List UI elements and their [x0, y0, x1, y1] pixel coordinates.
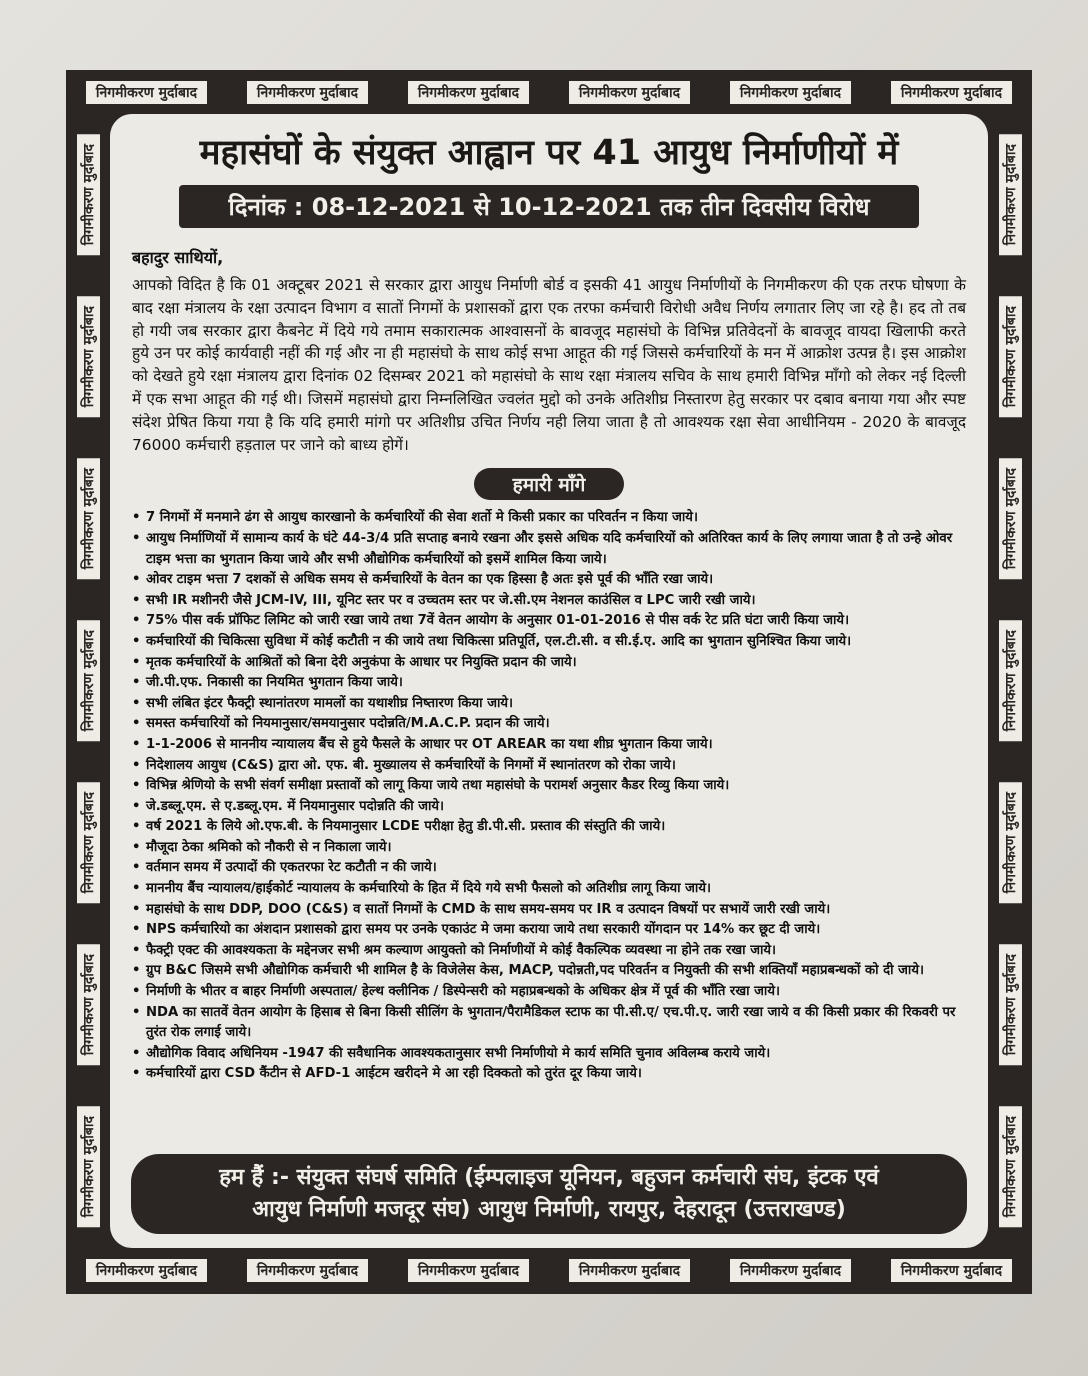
demand-item: • कर्मचारियों द्वारा CSD कैंटीन से AFD-1 आईटम खरीदने मे आ रही दिक्कतो को तुरंत दूर किया जाये।: [132, 1064, 966, 1085]
border-slogan: निगमीकरण मुर्दाबाद: [999, 620, 1022, 741]
border-slogan: निगमीकरण मुर्दाबाद: [730, 81, 851, 104]
demand-item: • NPS कर्मचारियो का अंशदान प्रशासको द्वारा समय पर उनके एकाउंट मे जमा कराया जाये तथा सरकारी योंगदान पर 14% कर छूट दी जाये।: [132, 920, 966, 941]
demand-item: • 7 निगमों में मनमाने ढंग से आयुध कारखानो के कर्मचारियों की सेवा शर्तो मे किसी प्रकार का परिवर्तन न किया जाये।: [132, 508, 966, 529]
demands-heading: हमारी माँगे: [474, 468, 624, 500]
border-slogan: निगमीकरण मुर्दाबाद: [86, 81, 207, 104]
demand-item: • औद्योगिक विवाद अधिनियम -1947 की सवैधानिक आवश्यकतानुसार सभी निर्माणीयो मे कार्य समिति चुनाव अविलम्ब कराये जाये।: [132, 1044, 966, 1065]
border-slogan: निगमीकरण मुर्दाबाद: [891, 1259, 1012, 1282]
border-slogan: निगमीकरण मुर्दाबाद: [247, 1259, 368, 1282]
footer-line-2: आयुध निर्माणी मजदूर संघ) आयुध निर्माणी, रायपुर, देहरादून (उत्तराखण्ड): [252, 1197, 846, 1222]
demands-list: [132, 508, 966, 1085]
demand-item: • आयुध निर्माणियों में सामान्य कार्य के घंटे 44-3/4 प्रति सप्ताह बनाये रखना और इससे अधिक यदि कर्मचारियों को अतिरिक्त कार्य के लिए लगाया जाता है तो उन्हे ओवर टाइम भत्ता का भुगतान किया जाये और सभी औद्योगिक कर्मचारियों को इसमें शामिल किया जाये।: [132, 529, 966, 570]
top-slogan-strip: [66, 70, 1032, 114]
border-slogan: निगमीकरण मुर्दाबाद: [999, 1106, 1022, 1227]
demand-item: • फैक्ट्री एक्ट की आवश्यकता के मद्देनजर सभी श्रम कल्याण आयुक्तो को निर्माणीयों मे कोई वैकल्पिक व्यवस्था ना होने तक रखा जाये।: [132, 941, 966, 962]
border-slogan: निगमीकरण मुर्दाबाद: [999, 296, 1022, 417]
left-slogan-strip: [66, 114, 110, 1248]
demand-item: • मौजूदा ठेका श्रमिको को नौकरी से न निकाला जाये।: [132, 838, 966, 859]
border-slogan: निगमीकरण मुर्दाबाद: [77, 782, 100, 903]
border-slogan: निगमीकरण मुर्दाबाद: [86, 1259, 207, 1282]
demand-item: • NDA का सातवें वेतन आयोग के हिसाब से बिना किसी सीलिंग के भुगतान/पैरामैडिकल स्टाफ का पी.सी.ए/ एच.पी.ए. जारी रखा जाये व की किसी प्रकार की रिकवरी पर तुरंत रोक लगाई जाये।: [132, 1003, 966, 1044]
border-slogan: निगमीकरण मुर्दाबाद: [999, 782, 1022, 903]
demand-item: • विभिन्न श्रेणियो के सभी संवर्ग समीक्षा प्रस्तावों को लागू किया जाये तथा महासंघो के परामर्श अनुसार कैडर रिव्यु किया जाये।: [132, 776, 966, 797]
border-slogan: निगमीकरण मुर्दाबाद: [999, 944, 1022, 1065]
demand-item: • वर्ष 2021 के लिये ओ.एफ.बी. के नियमानुसार LCDE परीक्षा हेतु डी.पी.सी. प्रस्ताव की संस्तुति की जाये।: [132, 817, 966, 838]
bottom-slogan-strip: [66, 1248, 1032, 1292]
demand-item: • निर्माणी के भीतर व बाहर निर्माणी अस्पताल/ हेल्थ क्लीनिक / डिस्पेन्सरी को महाप्रबन्धको के अधिकर क्षेत्र में पूर्व की भाँति रखा जाये।: [132, 982, 966, 1003]
border-slogan: निगमीकरण मुर्दाबाद: [891, 81, 1012, 104]
demand-item: • सभी लंबित इंटर फैक्ट्री स्थानांतरण मामलों का यथाशीघ्र निष्तारण किया जाये।: [132, 694, 966, 715]
border-slogan: निगमीकरण मुर्दाबाद: [569, 81, 690, 104]
border-slogan: निगमीकरण मुर्दाबाद: [77, 458, 100, 579]
demand-item: • निदेशालय आयुध (C&S) द्वारा ओ. एफ. बी. मुख्यालय से कर्मचारियों के निगमों में स्थानांतरण को रोका जाये।: [132, 756, 966, 777]
poster-title: महासंघों के संयुक्त आह्वान पर 41 आयुध निर्माणीयों में: [199, 133, 899, 173]
border-slogan: निगमीकरण मुर्दाबाद: [408, 81, 529, 104]
demand-item: • 1-1-2006 से माननीय न्यायालय बैंच से हुये फैसले के आधार पर OT AREAR का यथा शीघ्र भुगतान किया जाये।: [132, 735, 966, 756]
demand-item: • जी.पी.एफ. निकासी का नियमित भुगतान किया जाये।: [132, 673, 966, 694]
border-slogan: निगमीकरण मुर्दाबाद: [999, 458, 1022, 579]
border-slogan: निगमीकरण मुर्दाबाद: [77, 944, 100, 1065]
demand-item: • महासंघो के साथ DDP, DOO (C&S) व सातों निगमों के CMD के साथ समय-समय पर IR व उत्पादन विषयों पर सभायें जारी रखी जाये।: [132, 900, 966, 921]
content-panel: [110, 114, 988, 1248]
demand-item: • समस्त कर्मचारियों को नियमानुसार/समयानुसार पदोन्नति/M.A.C.P. प्रदान की जाये।: [132, 714, 966, 735]
demand-item: • जे.डब्लू.एम. से ए.डब्लू.एम. में नियमानुसार पदोन्नति की जाये।: [132, 797, 966, 818]
border-slogan: निगमीकरण मुर्दाबाद: [77, 296, 100, 417]
footer-banner: [131, 1154, 967, 1234]
body-paragraph: आपको विदित है कि 01 अक्टूबर 2021 से सरकार द्वारा आयुध निर्माणी बोर्ड व इसकी 41 आयुध निर्माणीयों के निगमीकरण की एक तरफ घोषणा के बाद रक्षा मंत्रालय के रक्षा उत्पादन विभाग व सातों निगमों के प्रशासकों द्वारा एक तरफा कर्मचारी विरोधी अवैध निर्णय लगातार लिए जा रहे है। हद तो तब हो गयी जब सरकार द्वारा कैबनेट में दिये गये तमाम सकारात्मक आश्वासनों के बावजूद महासंघो के विभिन्न प्रतिवेदनों के बावजूद वायदा खिलाफी करते हुये उन पर कोई कार्यवाही नहीं की गई और ना ही महासंघो के साथ कोई सभा आहूत की गई जिससे कर्मचारियों के मन में आक्रोश उत्पन्न है। इस आक्रोश को देखते हुये रक्षा मंत्रालय द्वारा दिनांक 02 दिसम्बर 2021 को महासंघो के साथ रक्षा मंत्रालय सचिव के साथ हमारी विभिन्न माँगो को लेकर नई दिल्ली में एक सभा आहूत की गई थी। जिसमें महासंघो द्वारा निम्नलिखित ज्वलंत मुद्दो को उनके अतिशीघ्र निस्तारण हेतु सरकार पर दबाव बनाया गया और स्पष्ट संदेश प्रेषित किया गया है कि यदि हमारी मांगो पर अतिशीघ्र उचित निर्णय नही लिया जाता है तो आवश्यक रक्षा सेवा आधीनियम - 2020 के बावजूद 76000 कर्मचारी हड़ताल पर जाने को बाध्य होगें।: [132, 276, 966, 454]
greeting: बहादुर साथियों,: [132, 248, 224, 267]
date-banner: दिनांक : 08-12-2021 से 10-12-2021 तक तीन दिवसीय विरोध: [179, 185, 919, 228]
demand-item: • ग्रुप B&C जिसमे सभी औद्योगिक कर्मचारी भी शामिल है के विजेलेस केस, MACP, पदोन्नती,पद परिवर्तन व नियुक्ती की सभी शक्तियाँ महाप्रबन्धकों को दी जाये।: [132, 961, 966, 982]
border-slogan: निगमीकरण मुर्दाबाद: [730, 1259, 851, 1282]
demand-item: • माननीय बैंच न्यायालय/हाईकोर्ट न्यायालय के कर्मचारियो के हित में दिये गये सभी फैसलो को अतिशीघ्र लागू किया जाये।: [132, 879, 966, 900]
demand-item: • मृतक कर्मचारियों के आश्रितों को बिना देरी अनुकंपा के आधार पर नियुक्ति प्रदान की जाये।: [132, 653, 966, 674]
border-slogan: निगमीकरण मुर्दाबाद: [999, 134, 1022, 255]
border-slogan: निगमीकरण मुर्दाबाद: [247, 81, 368, 104]
border-slogan: निगमीकरण मुर्दाबाद: [408, 1259, 529, 1282]
border-slogan: निगमीकरण मुर्दाबाद: [77, 134, 100, 255]
border-slogan: निगमीकरण मुर्दाबाद: [77, 1106, 100, 1227]
demand-item: • 75% पीस वर्क प्रॉफिट लिमिट को जारी रखा जाये तथा 7वें वेतन आयोग के अनुसार 01-01-2016 से पीस वर्क रेट प्रति घंटा जारी किया जाये।: [132, 611, 966, 632]
demand-item: • वर्तमान समय में उत्पादों की एकतरफा रेट कटौती न की जाये।: [132, 858, 966, 879]
border-slogan: निगमीकरण मुर्दाबाद: [77, 620, 100, 741]
demand-item: • ओवर टाइम भत्ता 7 दशकों से अधिक समय से कर्मचारियों के वेतन का एक हिस्सा है अतः इसे पूर्व की भाँति रखा जाये।: [132, 570, 966, 591]
demand-item: • सभी IR मशीनरी जैसे JCM-IV, III, यूनिट स्तर पर व उच्चतम स्तर पर जे.सी.एम नेशनल काउंसिल व LPC जारी रखी जाये।: [132, 591, 966, 612]
footer-line-1: हम हैं :- संयुक्त संघर्ष समिति (ईम्पलाइज यूनियन, बहुजन कर्मचारी संघ, इंटक एवं: [219, 1165, 879, 1190]
right-slogan-strip: [988, 114, 1032, 1248]
demand-item: • कर्मचारियों की चिकित्सा सुविधा में कोई कटौती न की जाये तथा चिकित्सा प्रतिपूर्ति, एल.टी.सी. व सी.ई.ए. आदि का भुगतान सुनिश्चित किया जाये।: [132, 632, 966, 653]
border-slogan: निगमीकरण मुर्दाबाद: [569, 1259, 690, 1282]
